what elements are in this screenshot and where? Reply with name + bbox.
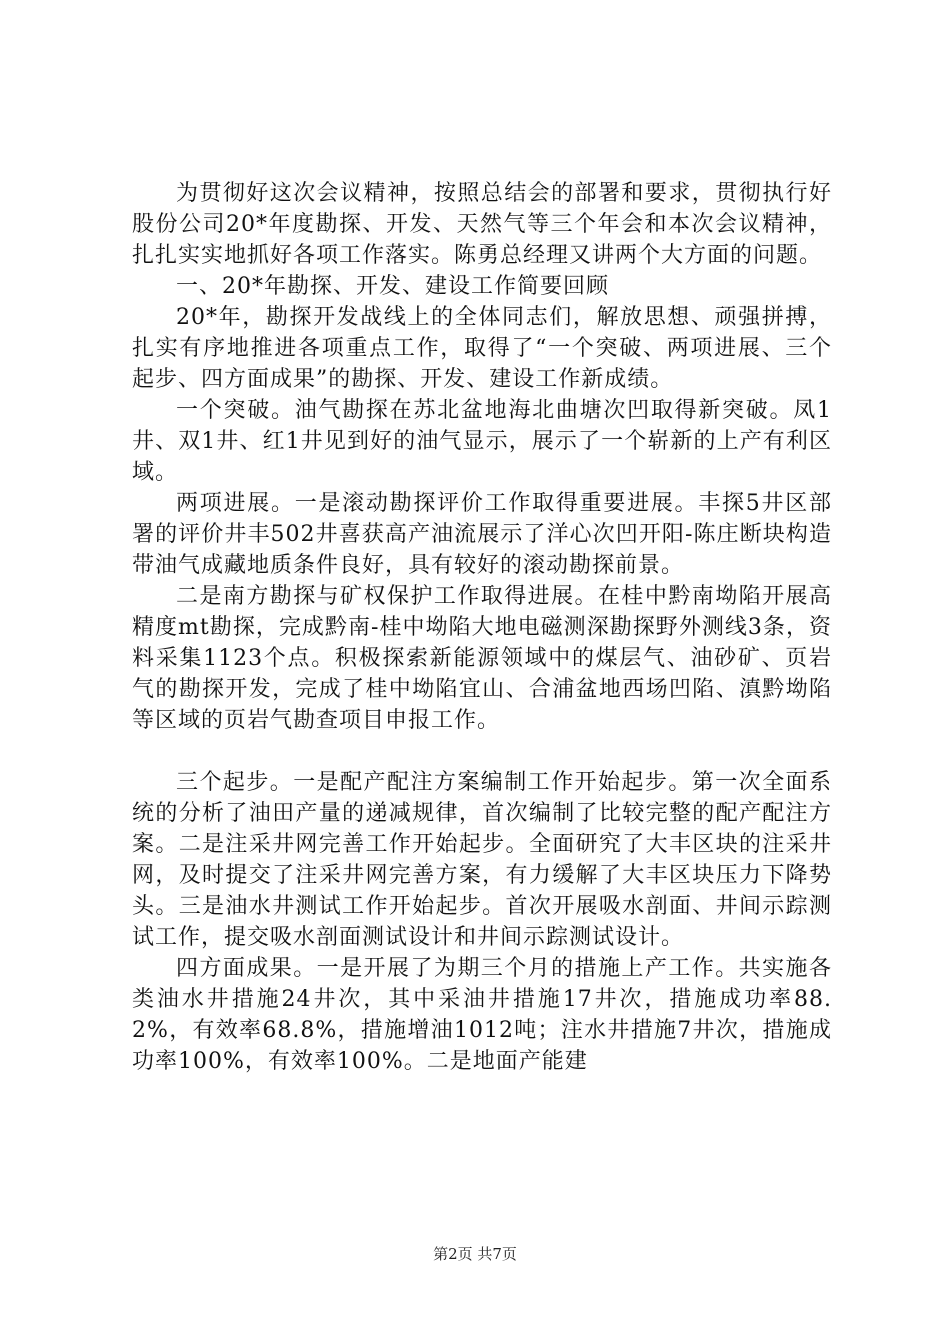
paragraph-intro: 为贯彻好这次会议精神，按照总结会的部署和要求，贯彻执行好股份公司20*年度勘探、开发、天然气等三个年会和本次会议精神，扎扎实实地抓好各项工作落实。陈勇总经理又讲两个大方面的问题。 xyxy=(132,181,832,268)
paragraph-review: 20*年，勘探开发战线上的全体同志们，解放思想、顽强拼搏，扎实有序地推进各项重点工作，取得了“一个突破、两项进展、三个起步、四方面成果”的勘探、开发、建设工作新成绩。 xyxy=(132,305,832,392)
document-body xyxy=(132,178,832,1077)
paragraph-breakthrough: 一个突破。油气勘探在苏北盆地海北曲塘次凹取得新突破。凤1井、双1井、红1井见到好的油气显示，展示了一个崭新的上产有利区域。 xyxy=(132,398,832,485)
paragraph-southern-exploration: 二是南方勘探与矿权保护工作取得进展。在桂中黔南坳陷开展高精度mt勘探，完成黔南-桂中坳陷大地电磁测深勘探野外测线3条，资料采集1123个点。积极探索新能源领域中的煤层气、油砂矿、页岩气的勘探开发，完成了桂中坳陷宜山、合浦盆地西场凹陷、滇黔坳陷等区域的页岩气勘查项目申报工作。 xyxy=(132,584,832,733)
paragraph-four-results: 四方面成果。一是开展了为期三个月的措施上产工作。共实施各类油水井措施24井次，其中采油井措施17井次，措施成功率88.2%，有效率68.8%，措施增油1012吨；注水井措施7井次，措施成功率100%，有效率100%。二是地面产能建 xyxy=(132,956,832,1074)
section-heading: 一、20*年勘探、开发、建设工作简要回顾 xyxy=(176,274,609,299)
page-footer: 第2页 共7页 xyxy=(433,1245,517,1263)
paragraph-three-starts: 三个起步。一是配产配注方案编制工作开始起步。第一次全面系统的分析了油田产量的递减规律，首次编制了比较完整的配产配注方案。二是注采井网完善工作开始起步。全面研究了大丰区块的注采井网，及时提交了注采井网完善方案，有力缓解了大丰区块压力下降势头。三是油水井测试工作开始起步。首次开展吸水剖面、井间示踪测试工作，提交吸水剖面测试设计和井间示踪测试设计。 xyxy=(132,770,832,950)
paragraph-progress: 两项进展。一是滚动勘探评价工作取得重要进展。丰探5井区部署的评价井丰502井喜获高产油流展示了洋心次凹开阳-陈庄断块构造带油气成藏地质条件良好，具有较好的滚动勘探前景。 xyxy=(132,491,832,578)
